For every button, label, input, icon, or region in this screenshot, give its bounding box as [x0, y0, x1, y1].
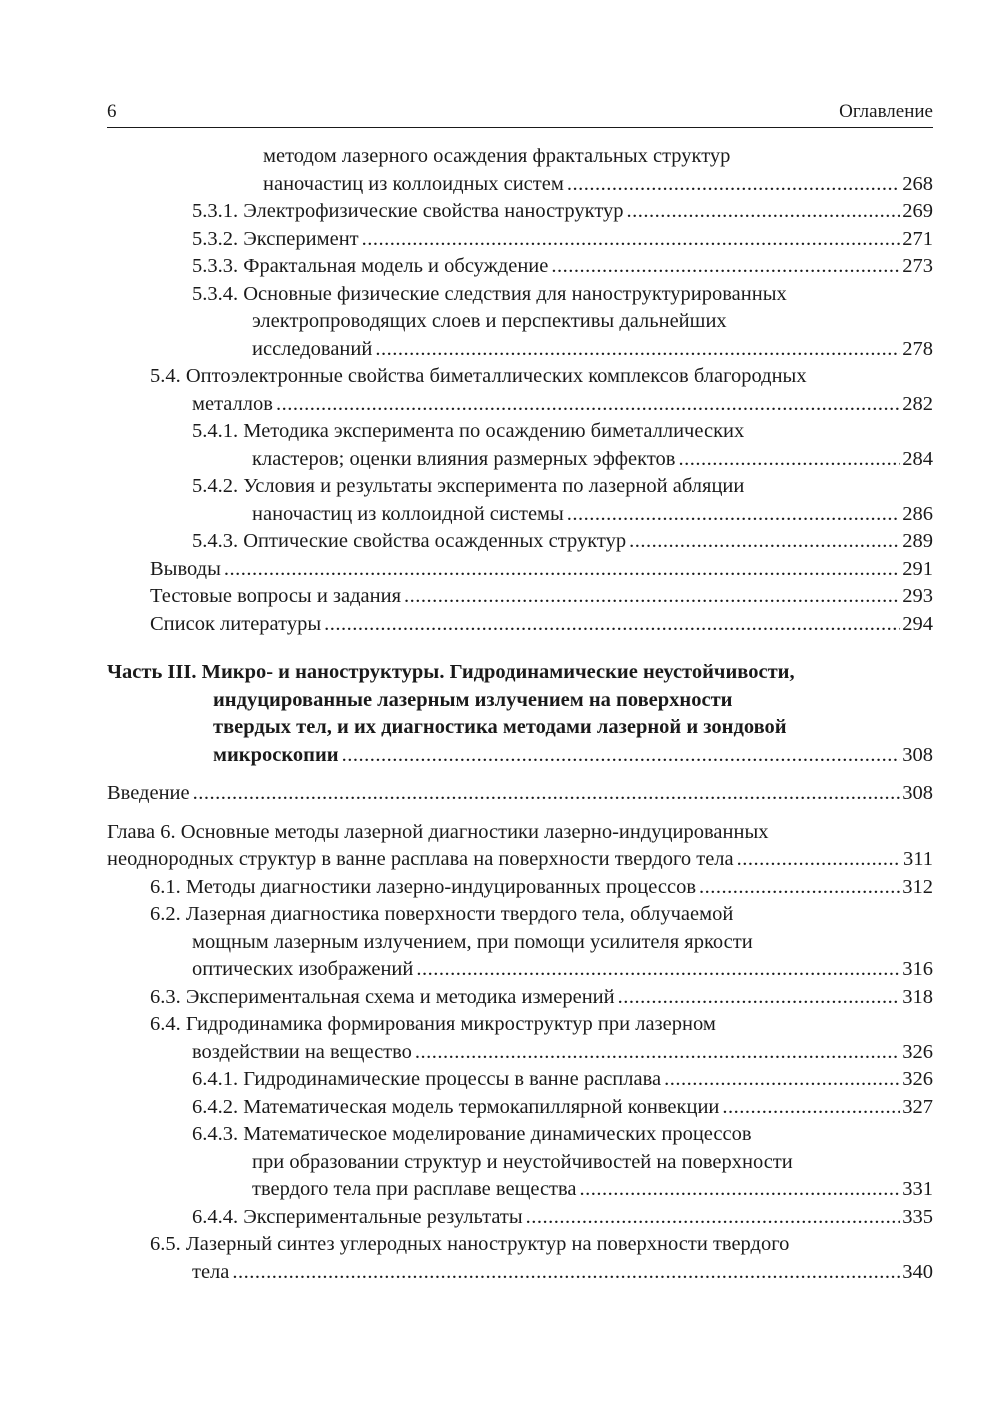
dot-leader [699, 874, 900, 902]
toc-page-number: 273 [902, 255, 933, 277]
toc-page-number: 316 [902, 958, 933, 980]
toc-entry-text: индуцированные лазерным излучением на поверхности [213, 688, 733, 711]
toc-page-number: 308 [902, 743, 933, 766]
toc-entry[interactable] [107, 281, 933, 364]
toc-entry-text: 6.5. Лазерный синтез углеродных наноструктур на поверхности твердого [150, 1233, 790, 1255]
dot-leader [416, 956, 900, 984]
toc-page-number: 335 [902, 1205, 933, 1228]
toc-entry[interactable] [107, 1011, 933, 1066]
toc-entry-text: кластеров; оценки влияния размерных эффектов [252, 447, 676, 470]
toc-entry-text: твердых тел, и их диагностика методами лазерной и зондовой [213, 716, 787, 738]
toc-page-number: 327 [902, 1095, 933, 1118]
dot-leader [415, 1039, 900, 1067]
toc-entry[interactable] [107, 984, 933, 1012]
toc-page-number: 308 [902, 782, 933, 804]
toc-page-number: 271 [902, 227, 933, 250]
page-number: 6 [107, 101, 117, 122]
toc-entry-text: металлов [192, 392, 273, 415]
toc-entry[interactable] [107, 874, 933, 902]
toc-entry-text: 6.4.2. Математическая модель термокапиллярной конвекции [192, 1095, 720, 1118]
toc-entry-text: оптических изображений [192, 958, 414, 980]
toc-entry-text: 5.3.2. Эксперимент [192, 227, 359, 250]
toc-page-number: 291 [902, 557, 933, 580]
toc-entry-text: 6.4.1. Гидродинамические процессы в ванне расплава [192, 1068, 662, 1090]
running-title: Оглавление [839, 101, 933, 122]
dot-leader [664, 1066, 900, 1094]
toc-entry-text: 5.3.4. Основные физические следствия для наноструктурированных [192, 282, 787, 305]
dot-leader [627, 198, 901, 226]
dot-leader [722, 1094, 900, 1122]
toc-page-number: 278 [902, 337, 933, 360]
toc-entry-text: 6.4.3. Математическое моделирование динамических процессов [192, 1123, 752, 1145]
toc-page-number: 282 [902, 392, 933, 415]
toc-entry[interactable] [107, 253, 933, 281]
toc-page-number: 326 [902, 1040, 933, 1063]
toc-entry-text: 6.4.4. Экспериментальные результаты [192, 1205, 523, 1228]
dot-leader [580, 1176, 901, 1204]
dot-leader [526, 1204, 901, 1232]
dot-leader [567, 171, 900, 199]
toc-entry-text: тела [192, 1260, 230, 1283]
toc-page-number: 269 [902, 200, 933, 222]
toc-entry[interactable] [107, 780, 933, 808]
toc-entry[interactable] [107, 1231, 933, 1286]
dot-leader [618, 984, 901, 1012]
toc-entry-text: Список литературы [150, 612, 322, 635]
toc-entry[interactable] [107, 473, 933, 528]
toc-entry-text: 6.4. Гидродинамика формирования микроструктур при лазерном [150, 1013, 716, 1035]
toc-entry-text: 6.3. Экспериментальная схема и методика измерений [150, 985, 615, 1008]
dot-leader [404, 583, 900, 611]
toc-entry-text: Введение [107, 782, 190, 804]
toc-entry-text: при образовании структур и неустойчивостей на поверхности [252, 1150, 793, 1173]
toc-entry-text: микроскопии [213, 743, 339, 766]
toc-entry-text: твердого тела при расплаве вещества [252, 1178, 577, 1200]
toc-page-number: 268 [902, 172, 933, 195]
toc-entry[interactable] [107, 901, 933, 984]
toc-page-number: 284 [902, 447, 933, 470]
dot-leader [362, 226, 901, 254]
dot-leader [276, 391, 900, 419]
toc-entry-text: мощным лазерным излучением, при помощи усилителя яркости [192, 930, 753, 953]
toc-page-number: 311 [903, 848, 933, 870]
toc-entry-text: 5.4.2. Условия и результаты эксперимента по лазерной абляции [192, 475, 745, 497]
toc-page-number: 289 [902, 530, 933, 552]
toc-entry-text: 5.3.3. Фрактальная модель и обсуждение [192, 255, 549, 277]
toc-page-number: 312 [902, 875, 933, 898]
toc-entry-text: Тестовые вопросы и задания [150, 585, 402, 607]
toc-entry[interactable] [107, 198, 933, 226]
toc-entry[interactable] [107, 143, 933, 198]
toc-entry-text: Часть III. Микро- и наноструктуры. Гидродинамические неустойчивости, [107, 661, 795, 683]
toc-page-number: 294 [902, 612, 933, 635]
toc-chapter-heading[interactable] [107, 819, 933, 874]
dot-leader [193, 780, 901, 808]
dot-leader [567, 501, 900, 529]
toc-entry-text: Выводы [150, 557, 221, 580]
toc-entry-text: воздействии на вещество [192, 1040, 412, 1063]
toc-entry[interactable] [107, 418, 933, 473]
page-header [107, 101, 933, 128]
dot-leader [232, 1259, 900, 1287]
toc-page-number: 331 [902, 1178, 933, 1200]
dot-leader [737, 846, 901, 874]
dot-leader [375, 336, 900, 364]
toc-entry[interactable] [107, 226, 933, 254]
toc-entry-text: наночастиц из коллоидных систем [263, 172, 564, 195]
toc-entry[interactable] [107, 1094, 933, 1122]
toc-page-number: 286 [902, 502, 933, 525]
dot-leader [551, 253, 900, 281]
toc-entry[interactable] [107, 528, 933, 556]
toc-entry[interactable] [107, 363, 933, 418]
dot-leader [342, 742, 901, 770]
table-of-contents [107, 143, 933, 1286]
toc-page-number: 340 [902, 1260, 933, 1283]
toc-entry-text: наночастиц из коллоидной системы [252, 502, 564, 525]
toc-entry-text: Глава 6. Основные методы лазерной диагностики лазерно-индуцированных [107, 820, 769, 843]
dot-leader [629, 528, 900, 556]
dot-leader [324, 611, 900, 639]
toc-part-heading[interactable] [107, 659, 933, 769]
toc-entry-text: 6.1. Методы диагностики лазерно-индуцированных процессов [150, 875, 696, 898]
toc-entry[interactable] [107, 583, 933, 611]
toc-entry-text: 5.4. Оптоэлектронные свойства биметаллических комплексов благородных [150, 365, 807, 387]
toc-page-number: 318 [902, 985, 933, 1008]
toc-entry-text: 5.4.1. Методика эксперимента по осаждению биметаллических [192, 420, 745, 442]
toc-entry-text: неоднородных структур в ванне расплава на поверхности твердого тела [107, 848, 734, 870]
dot-leader [678, 446, 900, 474]
toc-entry[interactable] [107, 611, 933, 639]
toc-entry-text: 5.4.3. Оптические свойства осажденных структур [192, 530, 627, 552]
toc-page-number: 326 [902, 1068, 933, 1090]
toc-page-number: 293 [902, 585, 933, 607]
dot-leader [224, 556, 900, 584]
toc-entry[interactable] [107, 556, 933, 584]
toc-entry-text: электропроводящих слоев и перспективы дальнейших [252, 310, 727, 332]
toc-entry[interactable] [107, 1121, 933, 1204]
toc-entry-text: методом лазерного осаждения фрактальных структур [263, 145, 731, 167]
toc-entry[interactable] [107, 1204, 933, 1232]
toc-entry[interactable] [107, 1066, 933, 1094]
toc-entry-text: 5.3.1. Электрофизические свойства наноструктур [192, 200, 624, 222]
toc-entry-text: 6.2. Лазерная диагностика поверхности твердого тела, облучаемой [150, 903, 734, 925]
toc-entry-text: исследований [252, 337, 373, 360]
